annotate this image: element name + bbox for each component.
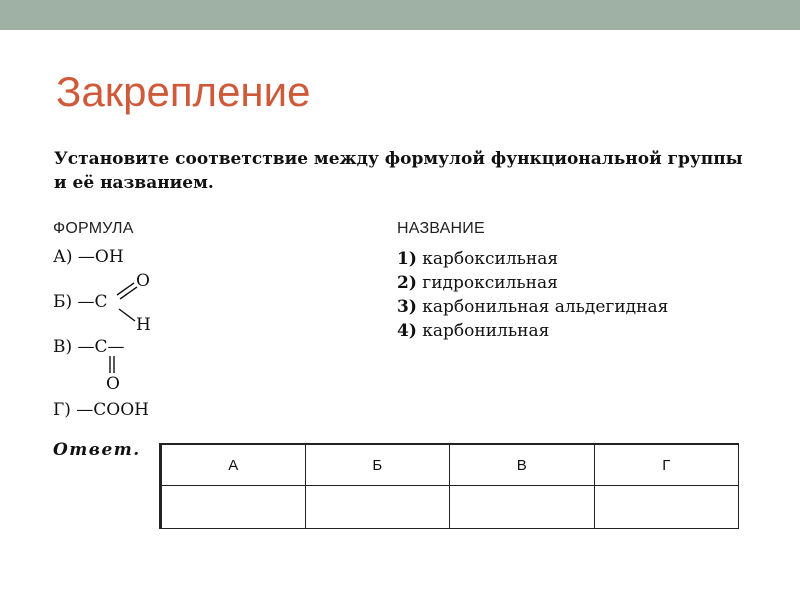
formula-b-double-bond-1 [117,283,134,295]
answer-cell-a[interactable] [161,486,306,529]
name-number: 1) [397,249,417,269]
answer-header-a: А [161,444,306,486]
answer-cell-g[interactable] [594,486,739,529]
slide-title: Закрепление [56,68,311,115]
formula-g: Г) —COOH [53,400,149,420]
formula-b-hydrogen: H [136,315,151,335]
formula-v-prefix: В) —C— [53,337,125,357]
name-text: гидроксильная [422,273,558,293]
answer-cell-v[interactable] [450,486,595,529]
structural-formulas [50,245,180,395]
answer-header-b: Б [305,444,450,486]
formula-v-oxygen: O [106,374,120,394]
answer-value-row [161,486,739,529]
formula-b-double-bond-2 [120,287,137,299]
name-number: 4) [397,321,417,341]
names-list [397,247,668,343]
formula-a: А) —OH [53,247,124,267]
top-bar [0,0,800,30]
name-text: карбонильная [422,321,550,341]
formula-b-prefix: Б) —C [53,292,108,312]
name-number: 2) [397,273,417,293]
name-number: 3) [397,297,417,317]
name-item [397,247,668,271]
name-text: карбонильная альдегидная [422,297,669,317]
answer-label: Ответ. [53,440,141,460]
answer-header-row [161,444,739,486]
name-item [397,295,668,319]
name-text: карбоксильная [422,249,559,269]
answer-cell-b[interactable] [305,486,450,529]
task-text: Установите соответствие между формулой функциональной группы и её названием. [54,149,743,193]
answer-header-v: В [450,444,595,486]
name-item [397,319,668,343]
formula-b-oxygen: O [136,271,150,291]
answer-table [159,443,739,529]
name-item [397,271,668,295]
answer-header-g: Г [594,444,739,486]
formula-b-single-bond [119,309,135,321]
formula-column-header: ФОРМУЛА [53,220,134,237]
name-column-header: НАЗВАНИЕ [397,220,485,237]
